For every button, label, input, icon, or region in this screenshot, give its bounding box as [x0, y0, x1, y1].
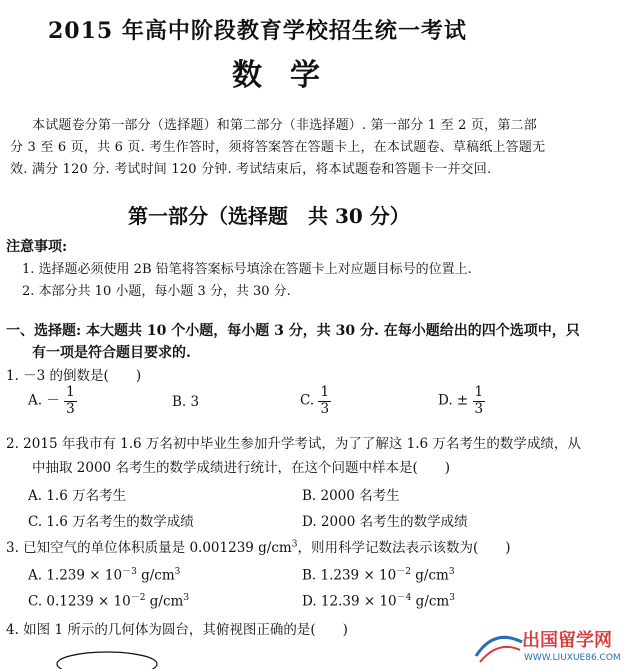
question-4-stem: 4. 如图 1 所示的几何体为圆台，其俯视图正确的是( )	[6, 622, 348, 638]
intro-line-1: 本试题卷分第一部分（选择题）和第二部分（非选择题）. 第一部分 1 至 2 页，第二部	[32, 118, 537, 133]
question-3-option-d: D. $12.39 \times 10^{-4}$ $g/cm^3$	[302, 593, 455, 610]
question-3-stem: 3. 已知空气的单位体积质量是 0.001239 $g/cm^3$，则用科学记数法表示该数为( )	[6, 539, 511, 556]
question-2-stem-line-1: 2. 2015 年我市有 1.6 万名初中毕业生参加升学考试，为了了解这 1.6 万名考生的数学成绩，从	[6, 436, 581, 452]
part-one-title: 第一部分（选择题 共 30 分）	[128, 204, 410, 228]
question-1-option-c: C. $\frac{1}{3}$	[300, 384, 330, 417]
question-3-option-c: C. $0.1239 \times 10^{-2}$ $g/cm^3$	[28, 593, 190, 610]
notes-item-1: 1. 选择题必须使用 2B 铅笔将答案标号填涂在答题卡上对应题目标号的位置上.	[22, 262, 472, 277]
section-one-line-1: 一、选择题: 本大题共 10 个小题，每小题 3 分，共 30 分. 在每小题给出的四个选项中，只	[6, 323, 580, 339]
subject-title: 数学	[232, 58, 348, 93]
question-1-option-b: B. 3	[172, 394, 200, 410]
watermark-url: WWW.LIUXUE86.COM	[524, 653, 621, 663]
question-1-option-d: D. ± $\frac{1}{3}$	[438, 384, 484, 417]
watermark-logo	[470, 620, 627, 669]
question-1-stem: 1. －3 的倒数是( )	[6, 368, 142, 384]
watermark-arc-icon	[476, 637, 522, 662]
question-3-option-a: A. $1.239 \times 10^{-3}$ $g/cm^3$	[28, 567, 181, 584]
question-2-stem-line-2: 中抽取 2000 名考生的数学成绩进行统计，在这个问题中样本是( )	[32, 460, 450, 476]
watermark-text: 出国留学网	[522, 630, 612, 651]
question-2-option-a: A. 1.6 万名考生	[28, 488, 127, 504]
question-1-option-a: A. － $\frac{1}{3}$	[28, 384, 75, 417]
question-2-option-b: B. 2000 名考生	[302, 488, 400, 504]
intro-line-3: 效. 满分 120 分. 考试时间 120 分钟. 考试结束后，将本试题卷和答题卡一并交回.	[10, 162, 492, 177]
intro-line-2: 分 3 至 6 页，共 6 页. 考生作答时，须将答案答在答题卡上，在本试题卷、草稿纸上答题无	[10, 140, 546, 155]
frustum-figure	[52, 648, 162, 669]
section-one-line-2: 有一项是符合题目要求的.	[32, 345, 191, 361]
notes-item-2: 2. 本部分共 10 小题，每小题 3 分，共 30 分.	[22, 284, 291, 299]
question-3-option-b: B. $1.239 \times 10^{-2}$ $g/cm^3$	[302, 567, 455, 584]
question-2-option-d: D. 2000 名考生的数学成绩	[302, 514, 468, 530]
question-2-option-c: C. 1.6 万名考生的数学成绩	[28, 514, 194, 530]
notes-heading: 注意事项:	[6, 239, 68, 255]
exam-title: 2015 年高中阶段教育学校招生统一考试	[48, 18, 467, 44]
frustum-top-ellipse	[57, 652, 157, 669]
